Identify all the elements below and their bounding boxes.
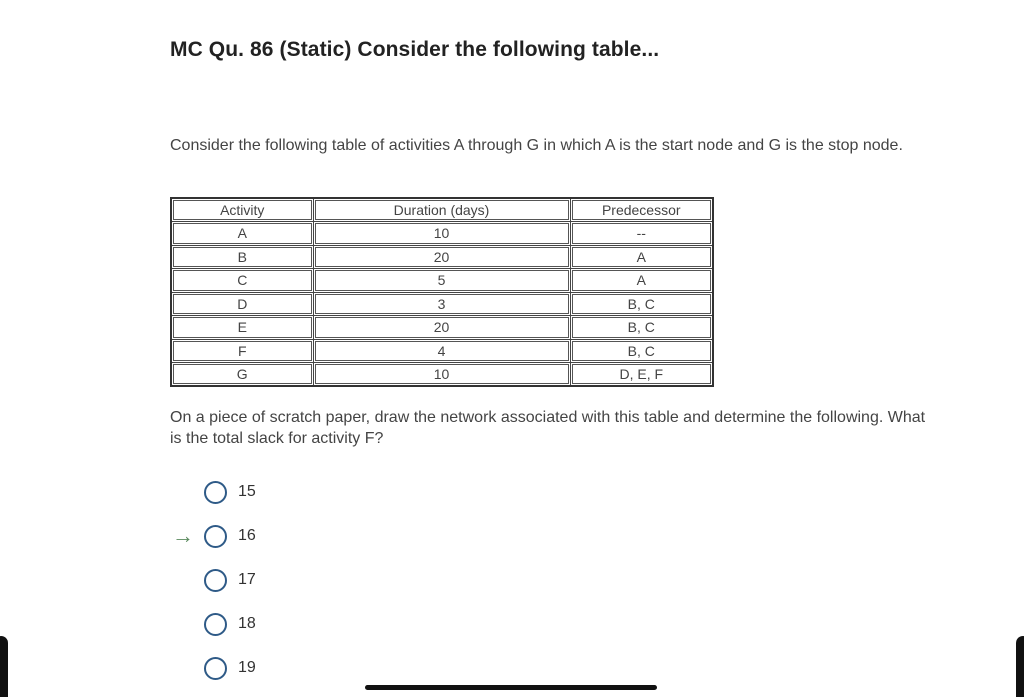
cell-activity: D: [171, 292, 313, 316]
table-row: [171, 269, 713, 293]
table-row: [171, 245, 713, 269]
cell-predecessor: B, C: [570, 292, 713, 316]
table-row: [171, 339, 713, 363]
header-predecessor: Predecessor: [570, 198, 713, 222]
right-arrow-icon: →: [172, 523, 194, 548]
cell-activity: F: [171, 339, 313, 363]
cell-duration: 3: [313, 292, 570, 316]
table-row: [171, 363, 713, 387]
cell-predecessor: B, C: [570, 339, 713, 363]
cell-predecessor: --: [570, 222, 713, 246]
cell-duration: 20: [313, 245, 570, 269]
option-label: 19: [238, 659, 256, 676]
device-edge-left: [0, 636, 8, 697]
radio-button-icon[interactable]: [204, 481, 227, 504]
cell-predecessor: B, C: [570, 316, 713, 340]
cell-predecessor: A: [570, 245, 713, 269]
home-indicator-bar[interactable]: [365, 685, 657, 690]
question-title: MC Qu. 86 (Static) Consider the following table...: [170, 38, 660, 61]
question-text: On a piece of scratch paper, draw the network associated with this table and determine the following. What is the total slack for activity F?: [170, 409, 926, 447]
table-row: [171, 292, 713, 316]
radio-button-icon[interactable]: [204, 569, 227, 592]
cell-duration: 10: [313, 222, 570, 246]
radio-button-icon[interactable]: [204, 613, 227, 636]
option-label: 16: [238, 527, 256, 544]
answer-option[interactable]: [170, 522, 370, 552]
header-activity: Activity: [171, 198, 313, 222]
cell-activity: G: [171, 363, 313, 387]
cell-duration: 4: [313, 339, 570, 363]
cell-predecessor: D, E, F: [570, 363, 713, 387]
option-label: 15: [238, 483, 256, 500]
table-header-row: [171, 198, 713, 222]
option-label: 18: [238, 615, 256, 632]
cell-activity: E: [171, 316, 313, 340]
answer-option[interactable]: [170, 478, 370, 508]
cell-activity: A: [171, 222, 313, 246]
header-duration: Duration (days): [313, 198, 570, 222]
activity-table: [170, 197, 714, 387]
cell-activity: B: [171, 245, 313, 269]
cell-activity: C: [171, 269, 313, 293]
answer-option[interactable]: [170, 566, 370, 596]
radio-button-icon[interactable]: [204, 525, 227, 548]
question-intro: Consider the following table of activities A through G in which A is the start node and G is the stop node.: [170, 137, 903, 154]
device-edge-right: [1016, 636, 1024, 697]
cell-duration: 10: [313, 363, 570, 387]
cell-duration: 20: [313, 316, 570, 340]
answer-option[interactable]: [170, 654, 370, 684]
option-label: 17: [238, 571, 256, 588]
answer-option[interactable]: [170, 610, 370, 640]
cell-predecessor: A: [570, 269, 713, 293]
table-row: [171, 316, 713, 340]
cell-duration: 5: [313, 269, 570, 293]
radio-button-icon[interactable]: [204, 657, 227, 680]
table-row: [171, 222, 713, 246]
